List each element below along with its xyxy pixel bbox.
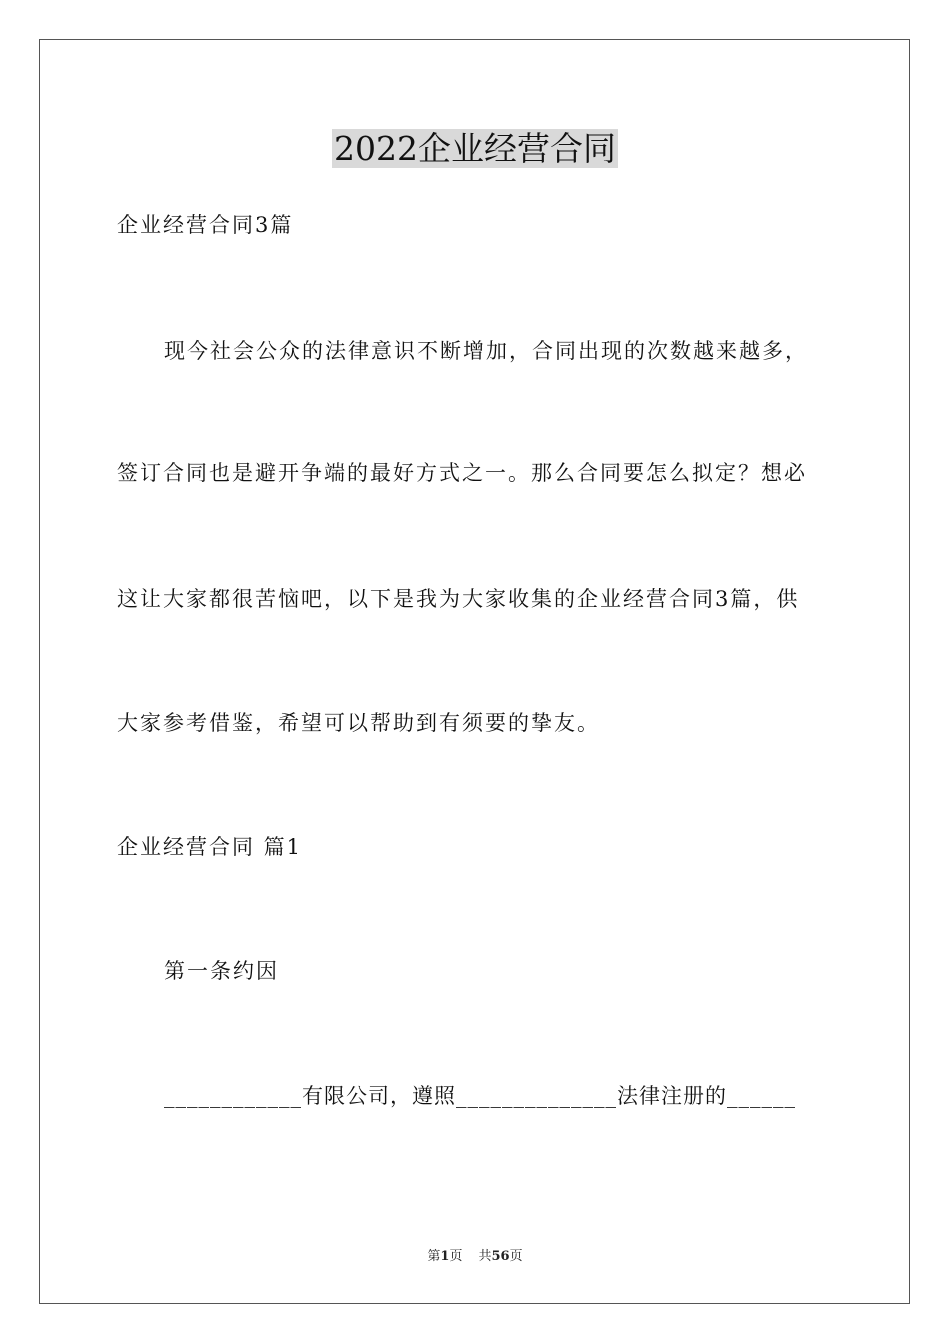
intro-line-4: 大家参考借鉴，希望可以帮助到有须要的挚友。: [117, 711, 600, 735]
document-subtitle: 企业经营合同3篇: [117, 213, 294, 237]
footer-page-suffix: 页: [449, 1249, 463, 1264]
document-title: [0, 127, 950, 171]
section-heading: 企业经营合同 篇1: [117, 835, 303, 859]
page-footer: [0, 1248, 950, 1266]
footer-total-pages: 56: [491, 1249, 510, 1264]
footer-total-suffix: 页: [509, 1249, 523, 1264]
footer-page-prefix: 第: [427, 1249, 441, 1264]
footer-page-number: 1: [440, 1249, 450, 1264]
intro-line-1: 现今社会公众的法律意识不断增加，合同出现的次数越来越多，: [164, 339, 808, 363]
article-heading: 第一条约因: [164, 959, 279, 983]
intro-line-2: 签订合同也是避开争端的最好方式之一。那么合同要怎么拟定？想必: [117, 461, 807, 485]
clause-line: ____________有限公司，遵照______________法律注册的______: [164, 1084, 796, 1108]
document-title-text: 2022企业经营合同: [334, 129, 616, 168]
intro-line-3: 这让大家都很苦恼吧，以下是我为大家收集的企业经营合同3篇，供: [117, 587, 800, 611]
footer-total-prefix: 共: [478, 1249, 492, 1264]
